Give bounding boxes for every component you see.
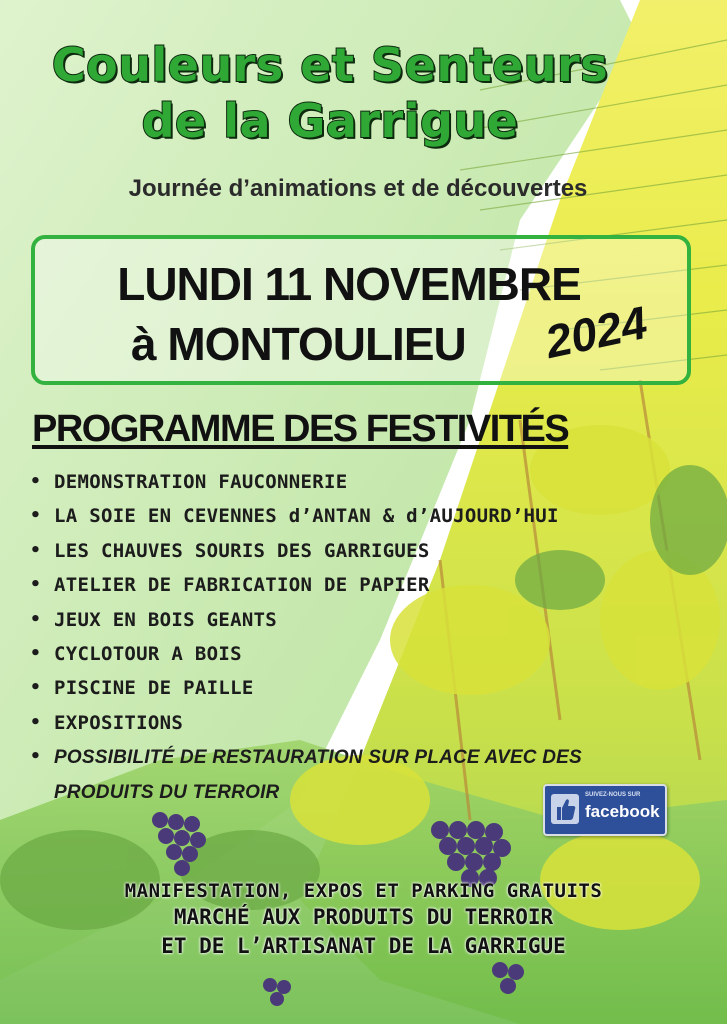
program-item: • PISCINE DE PAILLE	[28, 671, 718, 705]
event-date-box	[31, 235, 691, 385]
thumbs-up-icon	[551, 794, 579, 824]
bullet-icon: •	[30, 608, 42, 630]
footer-market: MARCHÉ AUX PRODUITS DU TERROIR	[173, 905, 554, 929]
bullet-icon: •	[30, 642, 42, 664]
subtitle: Journée d’animations et de découvertes	[128, 175, 588, 202]
facebook-follow-button[interactable]	[543, 784, 667, 836]
event-place: à MONTOULIEU	[131, 318, 466, 370]
program-item-restauration: • POSSIBILITÉ DE RESTAURATION SUR PLACE AVEC DES	[28, 740, 718, 774]
bullet-icon: •	[30, 711, 42, 733]
program-item: • ATELIER DE FABRICATION DE PAPIER	[28, 568, 718, 602]
facebook-logo-text: facebook	[585, 802, 660, 821]
bullet-icon: •	[30, 539, 42, 561]
bullet-icon: •	[30, 505, 42, 527]
program-item: • LA SOIE EN CEVENNES d’ANTAN & d’AUJOURD’HUI	[28, 499, 718, 533]
bullet-icon: •	[30, 471, 42, 492]
program-item: • EXPOSITIONS	[28, 706, 718, 740]
facebook-follow-text: SUIVEZ-NOUS SUR	[585, 792, 641, 798]
program-heading: PROGRAMME DES FESTIVITÉS	[32, 408, 569, 450]
program-item: • JEUX EN BOIS GEANTS	[28, 603, 718, 637]
event-date: LUNDI 11 NOVEMBRE	[117, 258, 581, 310]
program-item: • LES CHAUVES SOURIS DES GARRIGUES	[28, 534, 718, 568]
bullet-icon: •	[30, 677, 42, 699]
title-line-1: Couleurs et Senteurs	[51, 38, 609, 92]
footer-crafts: ET DE L’ARTISANAT DE LA GARRIGUE	[161, 934, 566, 958]
program-item: • CYCLOTOUR A BOIS	[28, 637, 718, 671]
title-line-2: de la Garrigue	[141, 94, 519, 148]
event-year: 2024	[540, 295, 652, 369]
program-list	[28, 465, 718, 809]
program-item: • DEMONSTRATION FAUCONNERIE	[28, 465, 718, 499]
footer-free-info: MANIFESTATION, EXPOS ET PARKING GRATUITS	[124, 880, 603, 902]
bullet-icon: •	[30, 746, 42, 768]
program-item-restauration-continued: PRODUITS DU TERROIR	[54, 781, 280, 803]
bullet-icon: •	[30, 574, 42, 596]
